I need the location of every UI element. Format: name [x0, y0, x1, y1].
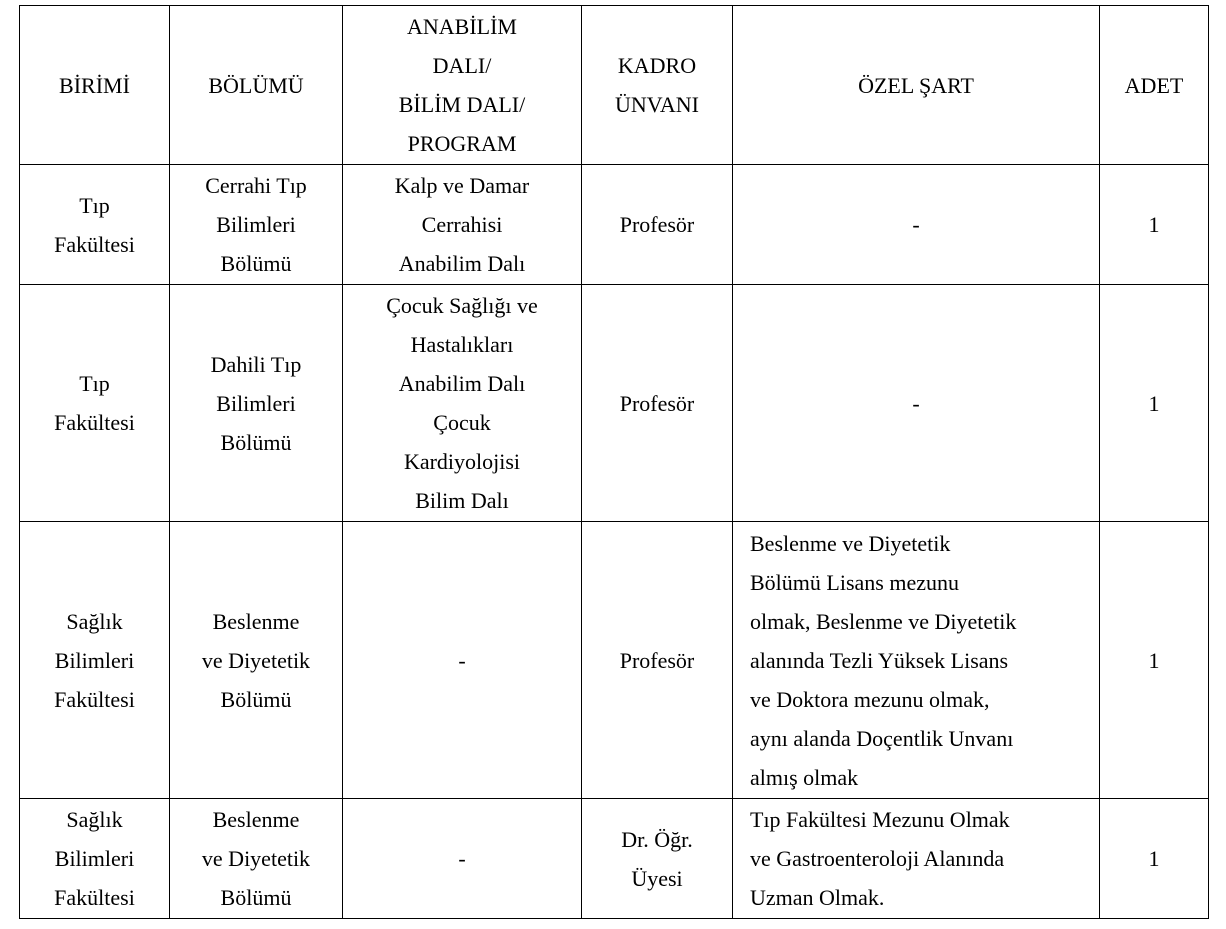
header-birimi: BİRİMİ [20, 6, 170, 165]
cell-bolumu: Beslenme ve Diyetetik Bölümü [170, 522, 343, 799]
cell-kadro-unvani: Profesör [582, 522, 733, 799]
cell-ozel-sart: - [733, 285, 1100, 522]
cell-anabilim-dali: Çocuk Sağlığı ve Hastalıkları Anabilim Dalı Çocuk Kardiyolojisi Bilim Dalı [343, 285, 582, 522]
table-header-row [20, 6, 1209, 165]
cell-birimi: Sağlık Bilimleri Fakültesi [20, 522, 170, 799]
cell-ozel-sart: Tıp Fakültesi Mezunu Olmak ve Gastroenteroloji Alanında Uzman Olmak. [733, 799, 1100, 919]
table-row [20, 522, 1209, 799]
header-ozel-sart: ÖZEL ŞART [733, 6, 1100, 165]
cell-birimi: Tıp Fakültesi [20, 285, 170, 522]
cell-birimi: Tıp Fakültesi [20, 165, 170, 285]
cell-adet: 1 [1100, 165, 1209, 285]
staff-position-table [19, 5, 1209, 919]
header-bolumu: BÖLÜMÜ [170, 6, 343, 165]
cell-adet: 1 [1100, 522, 1209, 799]
cell-ozel-sart: - [733, 165, 1100, 285]
cell-bolumu: Cerrahi Tıp Bilimleri Bölümü [170, 165, 343, 285]
cell-kadro-unvani: Dr. Öğr. Üyesi [582, 799, 733, 919]
header-anabilim-dali: ANABİLİM DALI/ BİLİM DALI/ PROGRAM [343, 6, 582, 165]
cell-birimi: Sağlık Bilimleri Fakültesi [20, 799, 170, 919]
header-kadro-unvani: KADRO ÜNVANI [582, 6, 733, 165]
cell-adet: 1 [1100, 799, 1209, 919]
table-row [20, 285, 1209, 522]
cell-anabilim-dali: Kalp ve Damar Cerrahisi Anabilim Dalı [343, 165, 582, 285]
cell-kadro-unvani: Profesör [582, 165, 733, 285]
table-row [20, 799, 1209, 919]
header-adet: ADET [1100, 6, 1209, 165]
cell-bolumu: Dahili Tıp Bilimleri Bölümü [170, 285, 343, 522]
cell-anabilim-dali: - [343, 799, 582, 919]
table-row [20, 165, 1209, 285]
cell-kadro-unvani: Profesör [582, 285, 733, 522]
cell-adet: 1 [1100, 285, 1209, 522]
cell-bolumu: Beslenme ve Diyetetik Bölümü [170, 799, 343, 919]
cell-ozel-sart: Beslenme ve Diyetetik Bölümü Lisans mezunu olmak, Beslenme ve Diyetetik alanında Tezli Yüksek Lisans ve Doktora mezunu olmak, aynı alanda Doçentlik Unvanı almış olmak [733, 522, 1100, 799]
cell-anabilim-dali: - [343, 522, 582, 799]
